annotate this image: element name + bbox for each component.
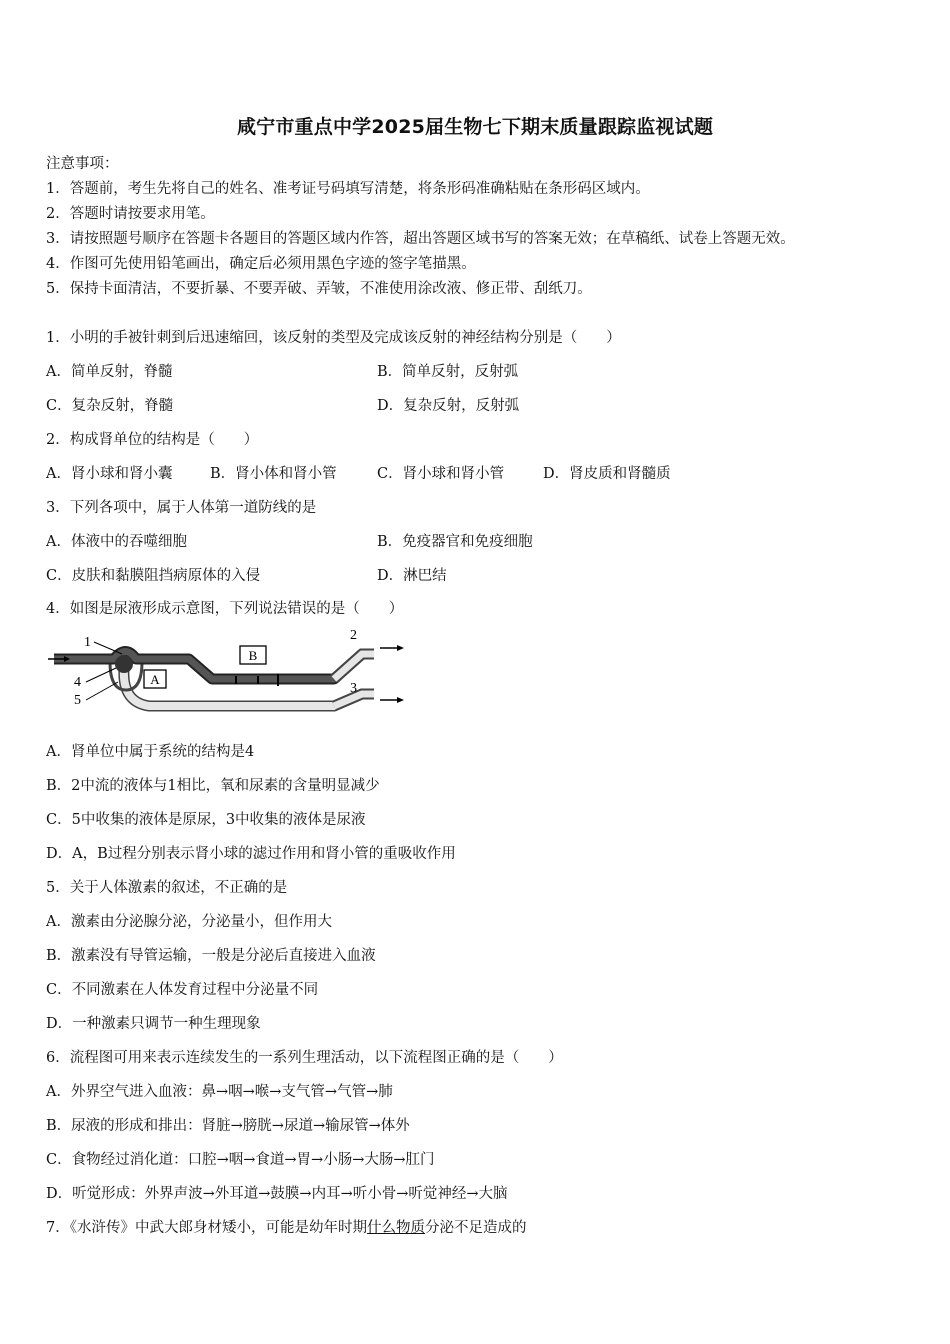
option-b: B．肾小体和肾小管 [210, 466, 337, 482]
option-b: B．尿液的形成和排出：肾脏→膀胱→尿道→输尿管→体外 [46, 1118, 410, 1134]
option-a: A．体液中的吞噬细胞 [46, 534, 187, 550]
label-3: 3 [350, 681, 357, 696]
option-c: C．不同激素在人体发育过程中分泌量不同 [46, 982, 319, 998]
stem-text: 7．《水浒传》中武大郎身材矮小，可能是幼年时期 [46, 1220, 367, 1236]
option-a: A．外界空气进入血液：鼻→咽→喉→支气管→气管→肺 [46, 1084, 393, 1100]
option-c: C．复杂反射，脊髓 [46, 398, 174, 414]
label-2: 2 [350, 628, 357, 643]
page-title: 咸宁市重点中学2025届生物七下期末质量跟踪监视试题 [236, 116, 714, 138]
option-c: C．皮肤和黏膜阻挡病原体的入侵 [46, 568, 261, 584]
option-d: D．A，B过程分别表示肾小球的滤过作用和肾小管的重吸收作用 [46, 846, 456, 862]
stem-text: 分泌不足造成的 [424, 1220, 527, 1236]
option-a: A．肾小球和肾小囊 [46, 466, 173, 482]
notice-item: 1．答题前，考生先将自己的姓名、准考证号码填写清楚，将条形码准确粘贴在条形码区域内。 [46, 181, 650, 197]
option-d: D．一种激素只调节一种生理现象 [46, 1016, 261, 1032]
notice-item: 3．请按照题号顺序在答题卡各题目的答题区域内作答，超出答题区域书写的答案无效；在草稿纸、试卷上答题无效。 [46, 231, 795, 247]
label-a: A [150, 672, 160, 687]
label-4: 4 [74, 675, 81, 690]
question-stem: 6．流程图可用来表示连续发生的一系列生理活动，以下流程图正确的是（ ） [46, 1050, 563, 1066]
label-1: 1 [84, 635, 91, 650]
stem-underlined: 什么物质 [366, 1220, 425, 1236]
option-c: C．5中收集的液体是原尿，3中收集的液体是尿液 [46, 812, 366, 828]
question-stem: 2．构成肾单位的结构是（ ） [46, 432, 259, 448]
notice-heading: 注意事项： [46, 156, 119, 172]
option-b: B．激素没有导管运输，一般是分泌后直接进入血液 [46, 948, 376, 964]
question-stem: 4．如图是尿液形成示意图，下列说法错误的是（ ） [46, 601, 404, 617]
option-a: A．激素由分泌腺分泌，分泌量小，但作用大 [46, 914, 332, 930]
label-b: B [248, 648, 258, 663]
option-a: A．肾单位中属于系统的结构是4 [46, 744, 255, 760]
question-stem: 3．下列各项中，属于人体第一道防线的是 [46, 500, 317, 516]
notice-item: 5．保持卡面清洁，不要折暴、不要弄破、弄皱，不准使用涂改液、修正带、刮纸刀。 [46, 281, 592, 297]
option-c: C．肾小球和肾小管 [377, 466, 505, 482]
option-c: C．食物经过消化道：口腔→咽→食道→胃→小肠→大肠→肛门 [46, 1152, 435, 1168]
option-a: A．简单反射，脊髓 [46, 364, 173, 380]
label-5: 5 [74, 693, 81, 708]
notice-item: 2．答题时请按要求用笔。 [46, 206, 215, 222]
option-b: B．2中流的液体与1相比，氧和尿素的含量明显减少 [46, 778, 380, 794]
option-d: D．肾皮质和肾髓质 [543, 466, 671, 482]
option-b: B．免疫器官和免疫细胞 [377, 534, 533, 550]
option-d: D．听觉形成：外界声波→外耳道→鼓膜→内耳→听小骨→听觉神经→大脑 [46, 1186, 508, 1202]
urine-formation-diagram [44, 624, 416, 724]
notice-item: 4．作图可先使用铅笔画出，确定后必须用黑色字迹的签字笔描黑。 [46, 256, 476, 272]
option-d: D．淋巴结 [377, 568, 447, 584]
option-b: B．简单反射，反射弧 [377, 364, 519, 380]
option-d: D．复杂反射，反射弧 [377, 398, 520, 414]
question-stem: 1．小明的手被针刺到后迅速缩回，该反射的类型及完成该反射的神经结构分别是（ ） [46, 330, 621, 346]
question-stem: 5．关于人体激素的叙述，不正确的是 [46, 880, 288, 896]
question-stem [46, 1216, 526, 1237]
